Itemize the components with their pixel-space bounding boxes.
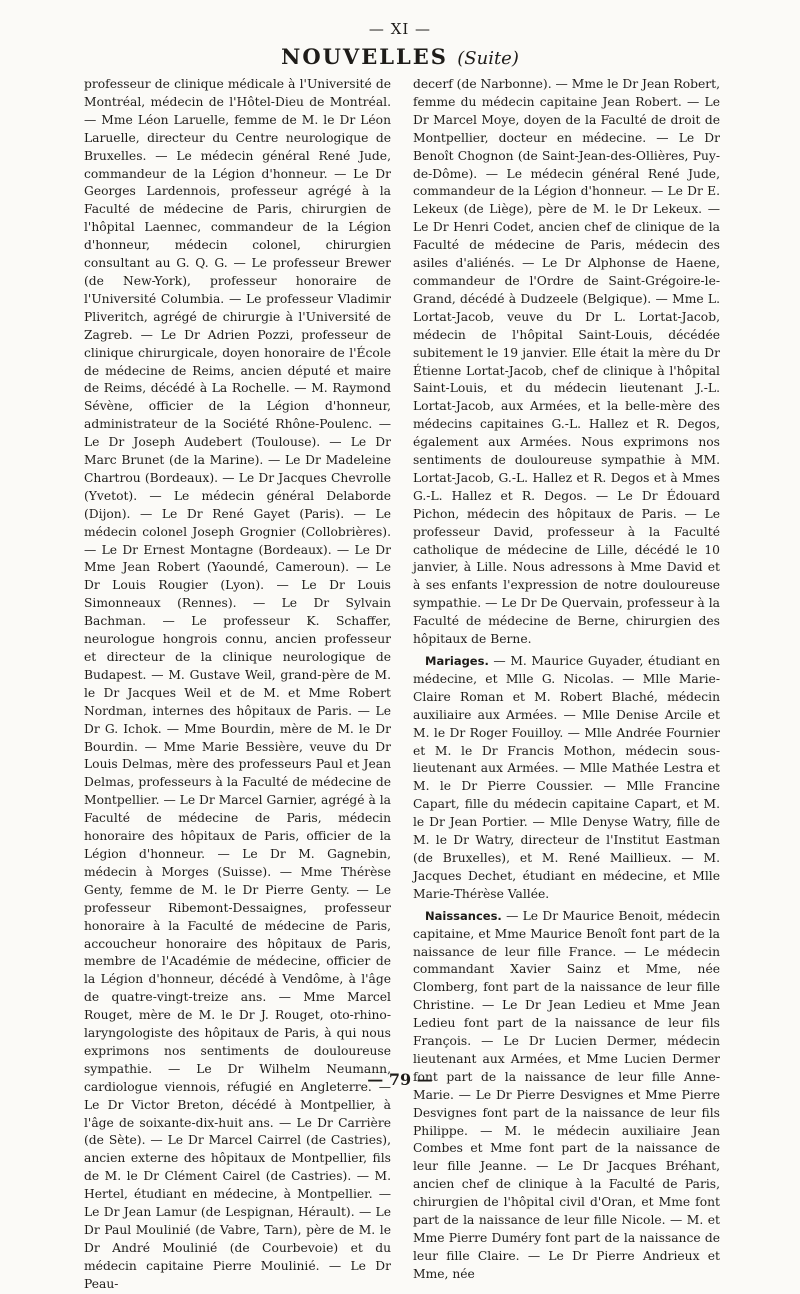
deaths-text-left bbox=[84, 76, 391, 1294]
deaths-run-right: decerf (de Narbonne). — Mme le Dr Jean Robert, femme du médecin capitaine Jean Robert. — Le Dr Marcel Moye, doyen de la Faculté de droit de Montpellier, docteur en médecine. — Le Dr Benoît Chognon (de Saint-Jean-des-Ollières, Puy-de-Dôme). — Le médecin général René Jude, commandeur de la Légion d'honneur. — Le Dr E. Lekeux (de Liège), père de M. le Dr Lekeux. — Le Dr Henri Codet, ancien chef de clinique de la Faculté de médecine de Paris, médecin des asiles d'aliénés. — Le Dr Alphonse de Haene, commandeur de l'Ordre de Saint-Grégoire-le-Grand, décédé à Dudzeele (Belgique). — Mme L. Lortat-Jacob, veuve du Dr L. Lortat-Jacob, médecin de l'hôpital Saint-Louis, décédée subitement le 19 janvier. Elle était la mère du Dr Étienne Lortat-Jacob, chef de clinique à l'hôpital Saint-Louis, et du médecin lieutenant J.-L. Lortat-Jacob, aux Armées, et la belle-mère des médecins capitaines G.-L. Hallez et R. Degos, également aux Armées. Nous exprimons nos sentiments de douloureuse sympathie à MM. Lortat-Jacob, G.-L. Hallez et R. Degos et à Mmes G.-L. Hallez et R. Degos. — Le Dr Édouard Pichon, médecin des hôpitaux de Paris. — Le professeur David, professeur à la Faculté catholique de médecine de Lille, décédé le 10 janvier, à Lille. Nous adressons à Mme David et à ses enfants l'expression de notre douloureuse sympathie. — Le Dr De Quervain, professeur à la Faculté de médecine de Berne, chirurgien des hôpitaux de Berne. bbox=[413, 77, 720, 647]
births-paragraph bbox=[413, 908, 720, 1284]
marriages-text: — M. Maurice Guyader, étudiant en médecine, et Mlle G. Nicolas. — Mlle Marie-Claire Roman et M. Robert Blaché, médecin auxiliaire aux Armées. — Mlle Denise Arcile et M. le Dr Roger Fouilloy. — Mlle Andrée Fournier et M. le Dr Francis Mothon, médecin sous-lieutenant aux Armées. — Mlle Mathée Lestra et M. le Dr Pierre Coussier. — Mlle Francine Capart, fille du médecin capitaine Capart, et M. le Dr Jean Portier. — Mlle Denyse Watry, fille de M. le Dr Watry, directeur de l'Institut Eastman (de Bruxelles), et M. René Maillieux. — M. Jacques Dechet, étudiant en médecine, et Mlle Marie-Thérèse Vallée. bbox=[413, 654, 720, 901]
births-label: Naissances. bbox=[425, 908, 502, 923]
page-number: — 79 — bbox=[367, 1070, 433, 1089]
marriages-paragraph bbox=[413, 653, 720, 904]
deaths-text-right bbox=[413, 76, 720, 649]
heading-title: NOUVELLES bbox=[281, 44, 448, 69]
deaths-run-left: professeur de clinique médicale à l'Université de Montréal, médecin de l'Hôtel-Dieu de Montréal. — Mme Léon Laruelle, femme de M. le Dr Léon Laruelle, directeur du Centre neurologique de Bruxelles. — Le médecin général René Jude, commandeur de la Légion d'honneur. — Le Dr Georges Lardennois, professeur agrégé à la Faculté de médecine de Paris, chirurgien de l'hôpital Laennec, commandeur de la Légion d'honneur, médecin colonel, chirurgien consultant au G. Q. G. — Le professeur Brewer (de New-York), professeur honoraire de l'Université Columbia. — Le professeur Vladimir Pliveritch, agrégé de chirurgie à l'Université de Zagreb. — Le Dr Adrien Pozzi, professeur de clinique chirurgicale, doyen honoraire de l'École de médecine de Reims, ancien député et maire de Reims, décédé à La Rochelle. — M. Raymond Sévène, officier de la Légion d'honneur, administrateur de la Société Rhône-Poulenc. — Le Dr Joseph Audebert (Toulouse). — Le Dr Marc Brunet (de la Marine). — Le Dr Madeleine Chartrou (Bordeaux). — Le Dr Jacques Chevrolle (Yvetot). — Le médecin général Delaborde (Dijon). — Le Dr René Gayet (Paris). — Le médecin colonel Joseph Grognier (Collobrières). — Le Dr Ernest Montagne (Bordeaux). — Le Dr Mme Jean Robert (Yaoundé, Cameroun). — Le Dr Louis Rougier (Lyon). — Le Dr Louis Simonneaux (Rennes). — Le Dr Sylvain Bachman. — Le professeur K. Schaffer, neurologue hongrois connu, ancien professeur et directeur de la clinique neurologique de Budapest. — M. Gustave Weil, grand-père de M. le Dr Jacques Weil et de M. et Mme Robert Nordman, internes des hôpitaux de Paris. — Le Dr G. Ichok. — Mme Bourdin, mère de M. le Dr Bourdin. — Mme Marie Bessière, veuve du Dr Louis Delmas, mère des professeurs Paul et Jean Delmas, professeurs à la Faculté de médecine de Montpellier. — Le Dr Marcel Garnier, agrégé à la Faculté de médecine de Paris, médecin honoraire des hôpitaux de Paris, officier de la Légion d'honneur. — Le Dr M. Gagnebin, médecin à Morges (Suisse). — Mme Thérèse Genty, femme de M. le Dr Pierre Genty. — Le professeur Ribemont-Dessaignes, professeur honoraire à la Faculté de médecine de Paris, accoucheur honoraire des hôpitaux de Paris, membre de l'Académie de médecine, officier de la Légion d'honneur, décédé à Vendôme, à l'âge de quatre-vingt-treize ans. — Mme Marcel Rouget, mère de M. le Dr J. Rouget, oto-rhino-laryngologiste des hôpitaux de Paris, à qui nous exprimons nos sentiments de douloureuse sympathie. — Le Dr Wilhelm Neumann, cardiologue viennois, réfugié en Angleterre. — Le Dr Victor Breton, décédé à Montpellier, à l'âge de soixante-dix-huit ans. — Le Dr Carrière (de Sète). — Le Dr Marcel Cairrel (de Castries), ancien externe des hôpitaux de Montpellier, fils de M. le Dr Clément Cairel (de Castries). — M. Hertel, étudiant en médecine, à Montpellier. — Le Dr Jean Lamur (de Lespignan, Hérault). — Le Dr Paul Moulinié (de Vabre, Tarn), père de M. le Dr André Moulinié (de Courbevoie) et du médecin capitaine Pierre Moulinié. — Le Dr Peau- bbox=[84, 77, 391, 1291]
left-column bbox=[84, 76, 391, 1291]
heading-subtitle: (Suite) bbox=[457, 48, 519, 69]
right-column bbox=[413, 76, 720, 1281]
births-text: — Le Dr Maurice Benoit, médecin capitaine, et Mme Maurice Benoît font part de la naissance de leur fille France. — Le médecin commandant Xavier Sainz et Mme, née Clomberg, font part de la naissance de leur fille Christine. — Le Dr Jean Ledieu et Mme Jean Ledieu font part de la naissance de leur fils François. — Le Dr Lucien Dermer, médecin lieutenant aux Armées, et Mme Lucien Dermer font part de la naissance de leur fille Anne-Marie. — Le Dr Pierre Desvignes et Mme Pierre Desvignes font part de la naissance de leur fils Philippe. — M. le médecin auxiliaire Jean Combes et Mme font part de la naissance de leur fille Jeanne. — Le Dr Jacques Bréhant, ancien chef de clinique à la Faculté de Paris, chirurgien de l'hôpital civil d'Oran, et Mme font part de la naissance de leur fille Nicole. — M. et Mme Pierre Duméry font part de la naissance de leur fille Claire. — Le Dr Pierre Andrieux et Mme, née bbox=[413, 908, 720, 1281]
section-heading bbox=[0, 44, 800, 69]
roman-folio: — XI — bbox=[368, 20, 432, 38]
marriages-label: Mariages. bbox=[425, 654, 489, 668]
